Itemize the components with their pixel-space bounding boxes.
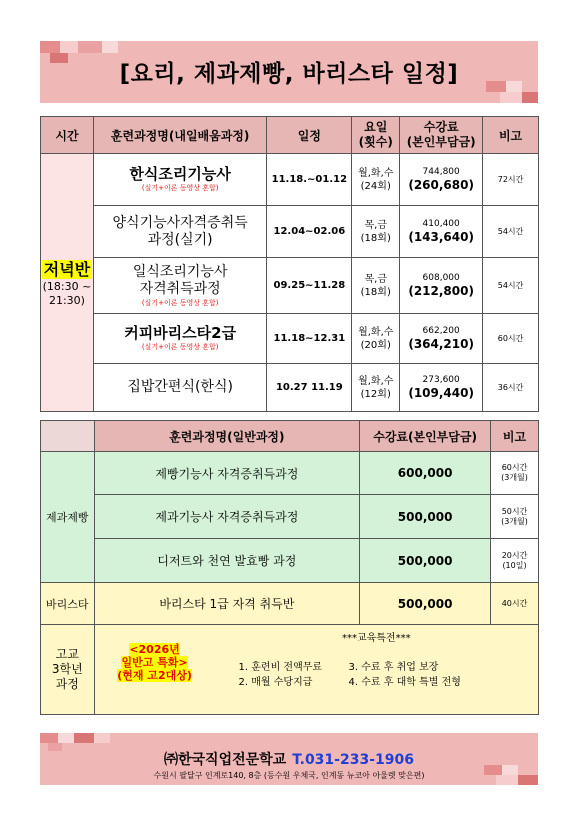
note-cell: 54시간 (483, 258, 539, 314)
deco-square (58, 733, 74, 743)
col-header-fee: 수강료 (본인부담금) (400, 117, 483, 154)
table-row (41, 206, 539, 258)
fee-total: 744,800 (422, 167, 460, 177)
fee-cell (400, 258, 483, 314)
benefit-item: 1. 훈련비 전액무료 (238, 662, 323, 673)
table-row (41, 258, 539, 314)
footer-banner (40, 733, 538, 785)
deco-square (522, 92, 538, 103)
course-subnote: (실기+이론 동영상 혼합) (141, 343, 219, 351)
course-name-cell (93, 154, 266, 206)
course-name-cell (93, 258, 266, 314)
table-header-row (41, 117, 539, 154)
note-cell: 60시간 (3개월) (491, 452, 539, 495)
benefits-block (215, 625, 538, 690)
table-row (41, 583, 539, 625)
note-cell: 60시간 (483, 314, 539, 364)
days-cell: 월,화,수 (12회) (352, 364, 400, 412)
footer-contact-line (40, 749, 538, 769)
benefit-item: 2. 매월 수당지급 (238, 677, 313, 688)
general-course-table (40, 420, 539, 715)
course-name: 커피바리스타2급 (124, 324, 237, 342)
fee-cell: 500,000 (360, 583, 491, 625)
promo-line: 일반고 특화> (121, 656, 188, 669)
days-cell: 목,금 (18회) (352, 258, 400, 314)
note-cell: 36시간 (483, 364, 539, 412)
fee-cell: 500,000 (360, 495, 491, 539)
col-header-fee: 수강료(본인부담금) (360, 421, 491, 452)
schedule-cell: 11.18~12.31 (267, 314, 352, 364)
note-cell: 20시간 (10일) (491, 539, 539, 583)
fee-cell: 600,000 (360, 452, 491, 495)
deco-square (74, 733, 94, 743)
schedule-cell: 09.25~11.28 (267, 258, 352, 314)
category-highschool (41, 625, 95, 715)
col-header-note: 비고 (491, 421, 539, 452)
course-name: 디저트와 천연 발효빵 과정 (94, 539, 360, 583)
fee-self: (260,680) (408, 178, 474, 192)
course-name: 제과기능사 자격증취득과정 (94, 495, 360, 539)
col-header-schedule: 일정 (267, 117, 352, 154)
days-cell: 월,화,수 (20회) (352, 314, 400, 364)
benefits-row (215, 660, 538, 675)
fee-cell (400, 314, 483, 364)
table-row (41, 495, 539, 539)
table-row (41, 539, 539, 583)
col-header-course: 훈련과정명(내일배움과정) (93, 117, 266, 154)
benefits-row (215, 675, 538, 690)
course-subnote: (실기+이론 동영상 혼합) (141, 298, 219, 307)
category-barista: 바리스타 (41, 583, 95, 625)
promo-line: (현재 고2대상) (117, 669, 192, 682)
table-row (41, 625, 539, 715)
course-subnote: (실기+이론 동영상 혼합) (141, 184, 219, 192)
fee-cell: 500,000 (360, 539, 491, 583)
course-name-cell (93, 206, 266, 258)
benefit-item: 3. 수료 후 취업 보장 (348, 662, 439, 673)
highschool-label: 고교 3학년 과정 (51, 647, 83, 691)
fee-self: (212,800) (408, 284, 474, 298)
fee-cell (400, 206, 483, 258)
deco-square (40, 733, 58, 743)
note-cell: 50시간 (3개월) (491, 495, 539, 539)
note-cell: 72시간 (483, 154, 539, 206)
deco-square (60, 41, 78, 53)
course-name: 양식기능사자격증취득 과정(실기) (112, 214, 248, 248)
course-name-cell (93, 314, 266, 364)
fee-total: 662,200 (422, 326, 460, 336)
evening-time-range: (18:30 ~ 21:30) (42, 280, 92, 307)
days-cell: 월,화,수 (24회) (352, 154, 400, 206)
promo-line: <2026년 (129, 643, 180, 656)
evening-class-label: 저녁반 (43, 260, 91, 279)
course-name: 바리스타 1급 자격 취득반 (94, 583, 360, 625)
table-row (41, 364, 539, 412)
note-cell: 40시간 (491, 583, 539, 625)
course-name: 집밥간편식(한식) (127, 379, 233, 395)
schedule-cell: 11.18.~01.12 (267, 154, 352, 206)
fee-cell (400, 364, 483, 412)
course-name: 일식조리기능사 자격취득과정 (132, 263, 228, 297)
highschool-promo-cell (94, 625, 538, 715)
days-cell: 목,금 (18회) (352, 206, 400, 258)
col-header-days: 요일 (횟수) (352, 117, 400, 154)
col-header-empty (41, 421, 95, 452)
course-name: 한식조리기능사 (129, 165, 231, 183)
table-row (41, 154, 539, 206)
fee-self: (109,440) (408, 386, 474, 400)
fee-cell (400, 154, 483, 206)
deco-square (40, 41, 60, 53)
fee-self: (143,640) (408, 230, 474, 244)
title-banner (40, 41, 538, 103)
fee-total: 608,000 (422, 273, 460, 283)
deco-square (500, 92, 522, 103)
course-name: 제빵기능사 자격증취득과정 (94, 452, 360, 495)
deco-square (102, 41, 118, 53)
phone-number: T.031-233-1906 (292, 752, 414, 768)
deco-square (78, 41, 102, 53)
footer-address: 수원시 팔달구 인계로140, 8층 (등수원 우체국, 인계동 뉴코아 아울렛 맞은편) (153, 771, 425, 780)
promo-block (95, 625, 215, 690)
table-header-row (41, 421, 539, 452)
col-header-time: 시간 (41, 117, 94, 154)
evening-course-table (40, 116, 539, 412)
benefits-title: ***교육특전*** (341, 633, 411, 644)
note-cell: 54시간 (483, 206, 539, 258)
table-row (41, 314, 539, 364)
schedule-cell: 10.27 11.19 (267, 364, 352, 412)
fee-self: (364,210) (408, 337, 474, 351)
deco-square (94, 733, 110, 743)
col-header-note: 비고 (483, 117, 539, 154)
course-name-cell (93, 364, 266, 412)
fee-total: 410,400 (422, 219, 460, 229)
page-title: [요리, 제과제빵, 바리스타 일정] (119, 61, 459, 87)
fee-total: 273,600 (422, 375, 460, 385)
col-header-course: 훈련과정명(일반과정) (94, 421, 360, 452)
time-cell (41, 154, 94, 412)
benefit-item: 4. 수료 후 대학 특별 전형 (348, 677, 461, 688)
category-bakery: 제과제빵 (41, 452, 95, 583)
table-row (41, 452, 539, 495)
schedule-cell: 12.04~02.06 (267, 206, 352, 258)
school-name: ㈜한국직업전문학교 (164, 752, 287, 768)
